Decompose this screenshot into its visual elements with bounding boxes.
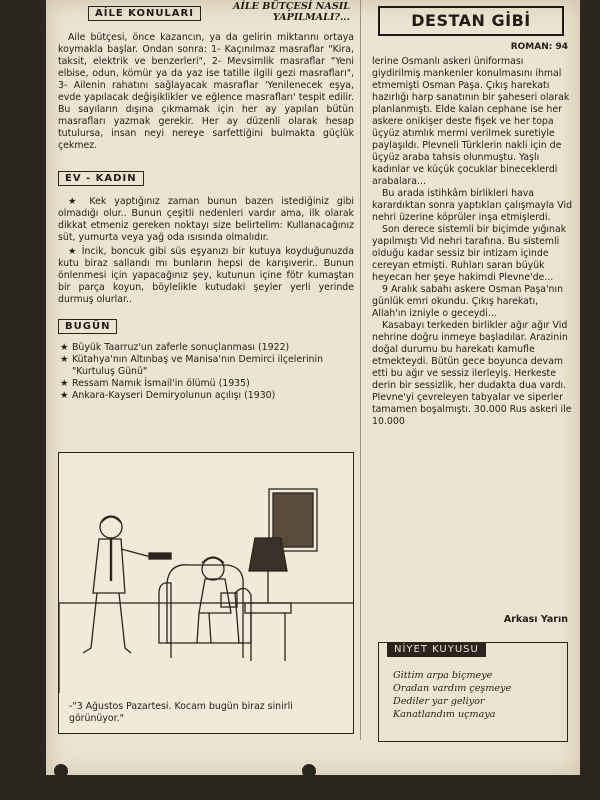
destan-paragraph-1: lerine Osmanlı askeri üniforması giydirilmiş mankenler konulmasını ihmal etmemişti Osman Paşa. Çıkış harekatı hazırlığı harp sanatının bir şaheseri olarak planlanmıştı. Elde kalan cephane ise her askere onikişer deste fişek ve her topa üçyüz atımlık mermi verilmek suretiyle paylaşıldı. Plevneli Türklerin nakli için de üçyüz araba tahsis olunmuştu. Yaşlı kadınlar ve küçük çocuklar bineceklerdi arabalara...	[372, 56, 570, 187]
column-divider	[360, 0, 361, 740]
bugun-list	[58, 342, 354, 402]
punch-hole	[54, 764, 68, 778]
evkadin-section-label: EV - KADIN	[58, 171, 144, 186]
bugun-item: ★ Büyük Taarruz'un zaferle sonuçlanması (1922)	[60, 342, 290, 353]
poem-line: Kanatlandım uçmaya	[393, 709, 496, 720]
aile-header	[58, 0, 354, 30]
left-column	[58, 0, 354, 402]
poem-line: Gittim arpa biçmeye	[393, 670, 493, 681]
aile-subtitle-line2: YAPILMALI?...	[272, 12, 350, 23]
niyet-poem	[393, 669, 511, 721]
cartoon-illustration	[59, 453, 353, 693]
aile-section-label: AİLE KONULARI	[88, 6, 201, 21]
star-icon: ★	[60, 342, 69, 353]
destan-paragraph-4: 9 Aralık sabahı askere Osman Paşa'nın günlük emri okundu. Çıkış harekatı, Allah'ın izniyle o geceydi...	[372, 284, 564, 319]
cartoon-panel	[58, 452, 354, 734]
cartoon-caption: -"3 Ağustos Pazartesi. Kocam bugün biraz sinirli görünüyor."	[69, 701, 293, 724]
destan-paragraph-5: Kasabayı terkeden birlikler ağır ağır Vid nehrine doğru inmeye başladılar. Arazinin doğal durumu bu harekatı kamufle etmekteydi. Bütün gece boyunca devam etti bu ağır ve sessiz ilerleyiş. Herkeste derin bir sessizlik, her dudakta dua vardı. Plevne'yi çevreleyen tabyalar ve siperler tamamen boşalmıştı. 30.000 Rus askeri ile 10.000	[372, 320, 572, 427]
destan-paragraph-3: Son derece sistemli bir biçimde yığınak yapılmıştı Vid nehri tarafına. Bu sistemli olduğu kadar sessiz bir intizam içinde cereyan etmişti. Ruhları saran büyük heyecan her şeye hakimdi Plevne'de...	[372, 224, 567, 283]
aile-paragraph: Aile bütçesi, önce kazancın, ya da gelirin miktarını ortaya koymakla başlar. Ondan sonra: 1- Kaçınılmaz masraflar "Kira, taksit, elektrik ve benzerleri", 2- Mevsimlik masraflar "Yeni elbise, odun, kömür ya da yaz ise tatille ilgili gezi masrafları", 3- Ailenin rahatını sağlayacak masraflar 'Yenilenecek eşya, evde yapılacak değişiklikler ve eğlence masrafları' tespit edilir. Bu sayıların dışına çıkmamak için her ay yapılan bütün masrafları yazmak gerekir. Her ay düzenli olarak hesap tutulursa, insan neyi nereye sarfettiğini bulmakta güçlük çekmez.	[58, 32, 354, 151]
bugun-item: ★ Ankara-Kayseri Demiryolunun açılışı (1930)	[60, 390, 276, 401]
poem-line: Dediler yar geliyor	[393, 696, 485, 707]
aile-subtitle-line1: AİLE BÜTÇESİ NASIL	[232, 1, 350, 12]
niyet-kuyusu-label: NİYET KUYUSU	[387, 642, 486, 657]
star-icon: ★	[60, 354, 69, 365]
bugun-item: ★ Ressam Namık İsmail'in ölümü (1935)	[60, 378, 250, 389]
destan-paragraph-2: Bu arada istihkâm birlikleri hava karardıktan sonra yaptıkları çalışmayla Vid nehri üzerine köprüler inşa etmişlerdi.	[372, 188, 573, 223]
destan-serial-text	[372, 56, 574, 428]
niyet-kuyusu-box	[378, 642, 568, 742]
evkadin-paragraph-1: ★ Kek yaptığınız zaman bunun bazen istediğiniz gibi olmadığı olur.. Bunun çeşitli nedenleri vardır ama, ilk olarak dikkat etmeniz gereken noktayı size belirtelim: Kullanacağınız süt, yumurta veya yağ oda ısısında olmalıdır.	[58, 196, 354, 243]
roman-episode-label: ROMAN: 94	[510, 42, 568, 52]
poem-line: Oradan vardım çeşmeye	[393, 683, 512, 694]
evkadin-paragraph-2: ★ İncik, boncuk gibi süs eşyanızı bir kutuya koyduğunuzda kutu biraz sallandı mı bunların hepsi de karışıverir.. Bunun önlenmesi için yapacağınız şey, kutunun içine fötr kumaştan bir parça koyun, böylelikle kutudaki şeyler yerli yerinde durmuş olurlar..	[58, 246, 354, 305]
bugun-section-label: BUGÜN	[58, 319, 117, 334]
bugun-item: ★ Kütahya'nın Altınbaş ve Manisa'nın Demirci ilçelerinin "Kurtuluş Günü"	[60, 354, 324, 377]
aile-subtitle	[200, 1, 350, 23]
star-icon: ★	[60, 378, 69, 389]
star-icon: ★	[60, 390, 69, 401]
continued-label: Arkası Yarın	[503, 614, 568, 625]
punch-hole	[302, 764, 316, 778]
destan-title: DESTAN GİBİ	[378, 6, 564, 36]
